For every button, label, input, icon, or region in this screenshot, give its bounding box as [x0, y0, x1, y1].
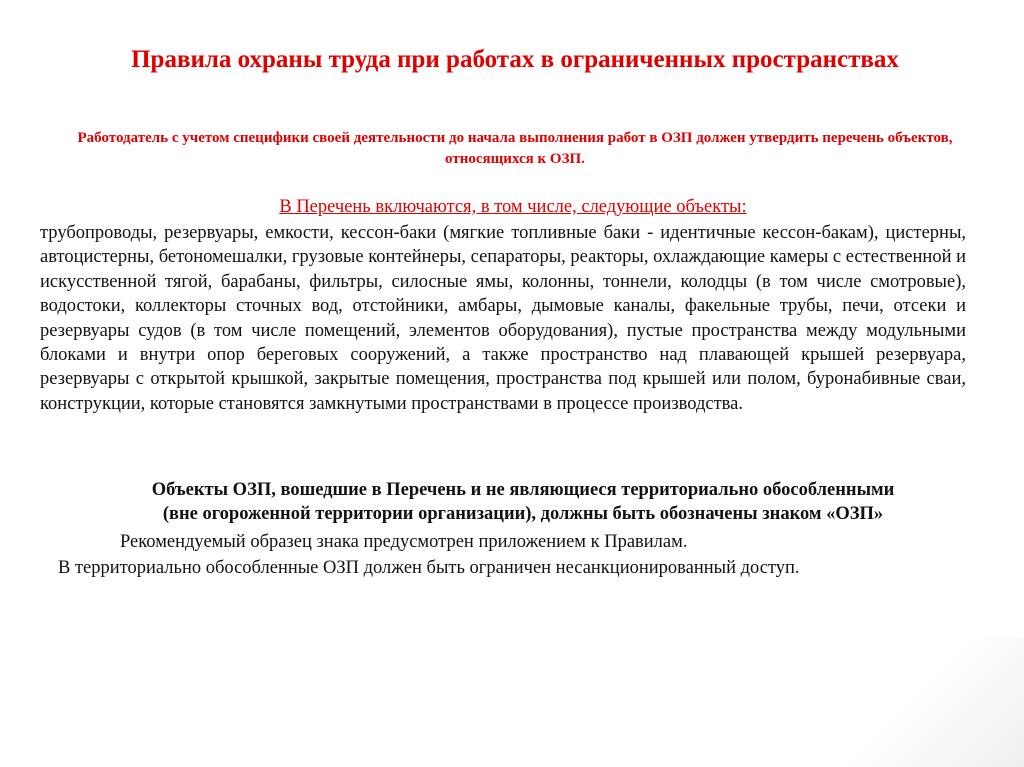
requirement-line-1: Объекты ОЗП, вошедшие в Перечень и не являющиеся территориально обособленными: [151, 480, 895, 500]
corner-shading: [824, 637, 1024, 767]
requirement-line-2: (вне огороженной территории организации), должны быть обозначены знаком «ОЗП»: [162, 504, 884, 524]
list-heading-text: В Перечень включаются, в том числе, следующие объекты:: [279, 197, 747, 217]
recommendation-line: Рекомендуемый образец знака предусмотрен приложением к Правилам.: [120, 532, 688, 552]
objects-list-paragraph: трубопроводы, резервуары, емкости, кессон-баки (мягкие топливные баки - идентичные кессон-бакам), цистерны, автоцистерны, бетономешалки, грузовые контейнеры, сепараторы, реакторы, охлаждающие камеры с естественной и искусственной тягой, барабаны, фильтры, силосные ямы, колонны, тоннели, колодцы (в том числе смотровые), водостоки, коллекторы сточных вод, отстойники, амбары, дымовые каналы, факельные трубы, печи, отсеки и резервуары судов (в том числе помещений, элементов оборудования), пустые пространства между модульными блоками и внутри опор береговых сооружений, а также пространство над плавающей крышей резервуара, резервуары с открытой крышкой, закрытые помещения, пространства под крышей или полом, буронабивные сваи, конструкции, которые становятся замкнутыми пространствами в процессе производства.: [40, 223, 966, 414]
access-restriction-line: В территориально обособленные ОЗП должен быть ограничен несанкционированный доступ.: [58, 558, 800, 578]
intro-paragraph: Работодатель с учетом специфики своей деятельности до начала выполнения работ в ОЗП должен утвердить перечень объектов, относящихся к ОЗП.: [77, 130, 953, 167]
slide-title: Правила охраны труда при работах в ограниченных пространствах: [131, 46, 899, 73]
list-heading: [40, 196, 986, 218]
